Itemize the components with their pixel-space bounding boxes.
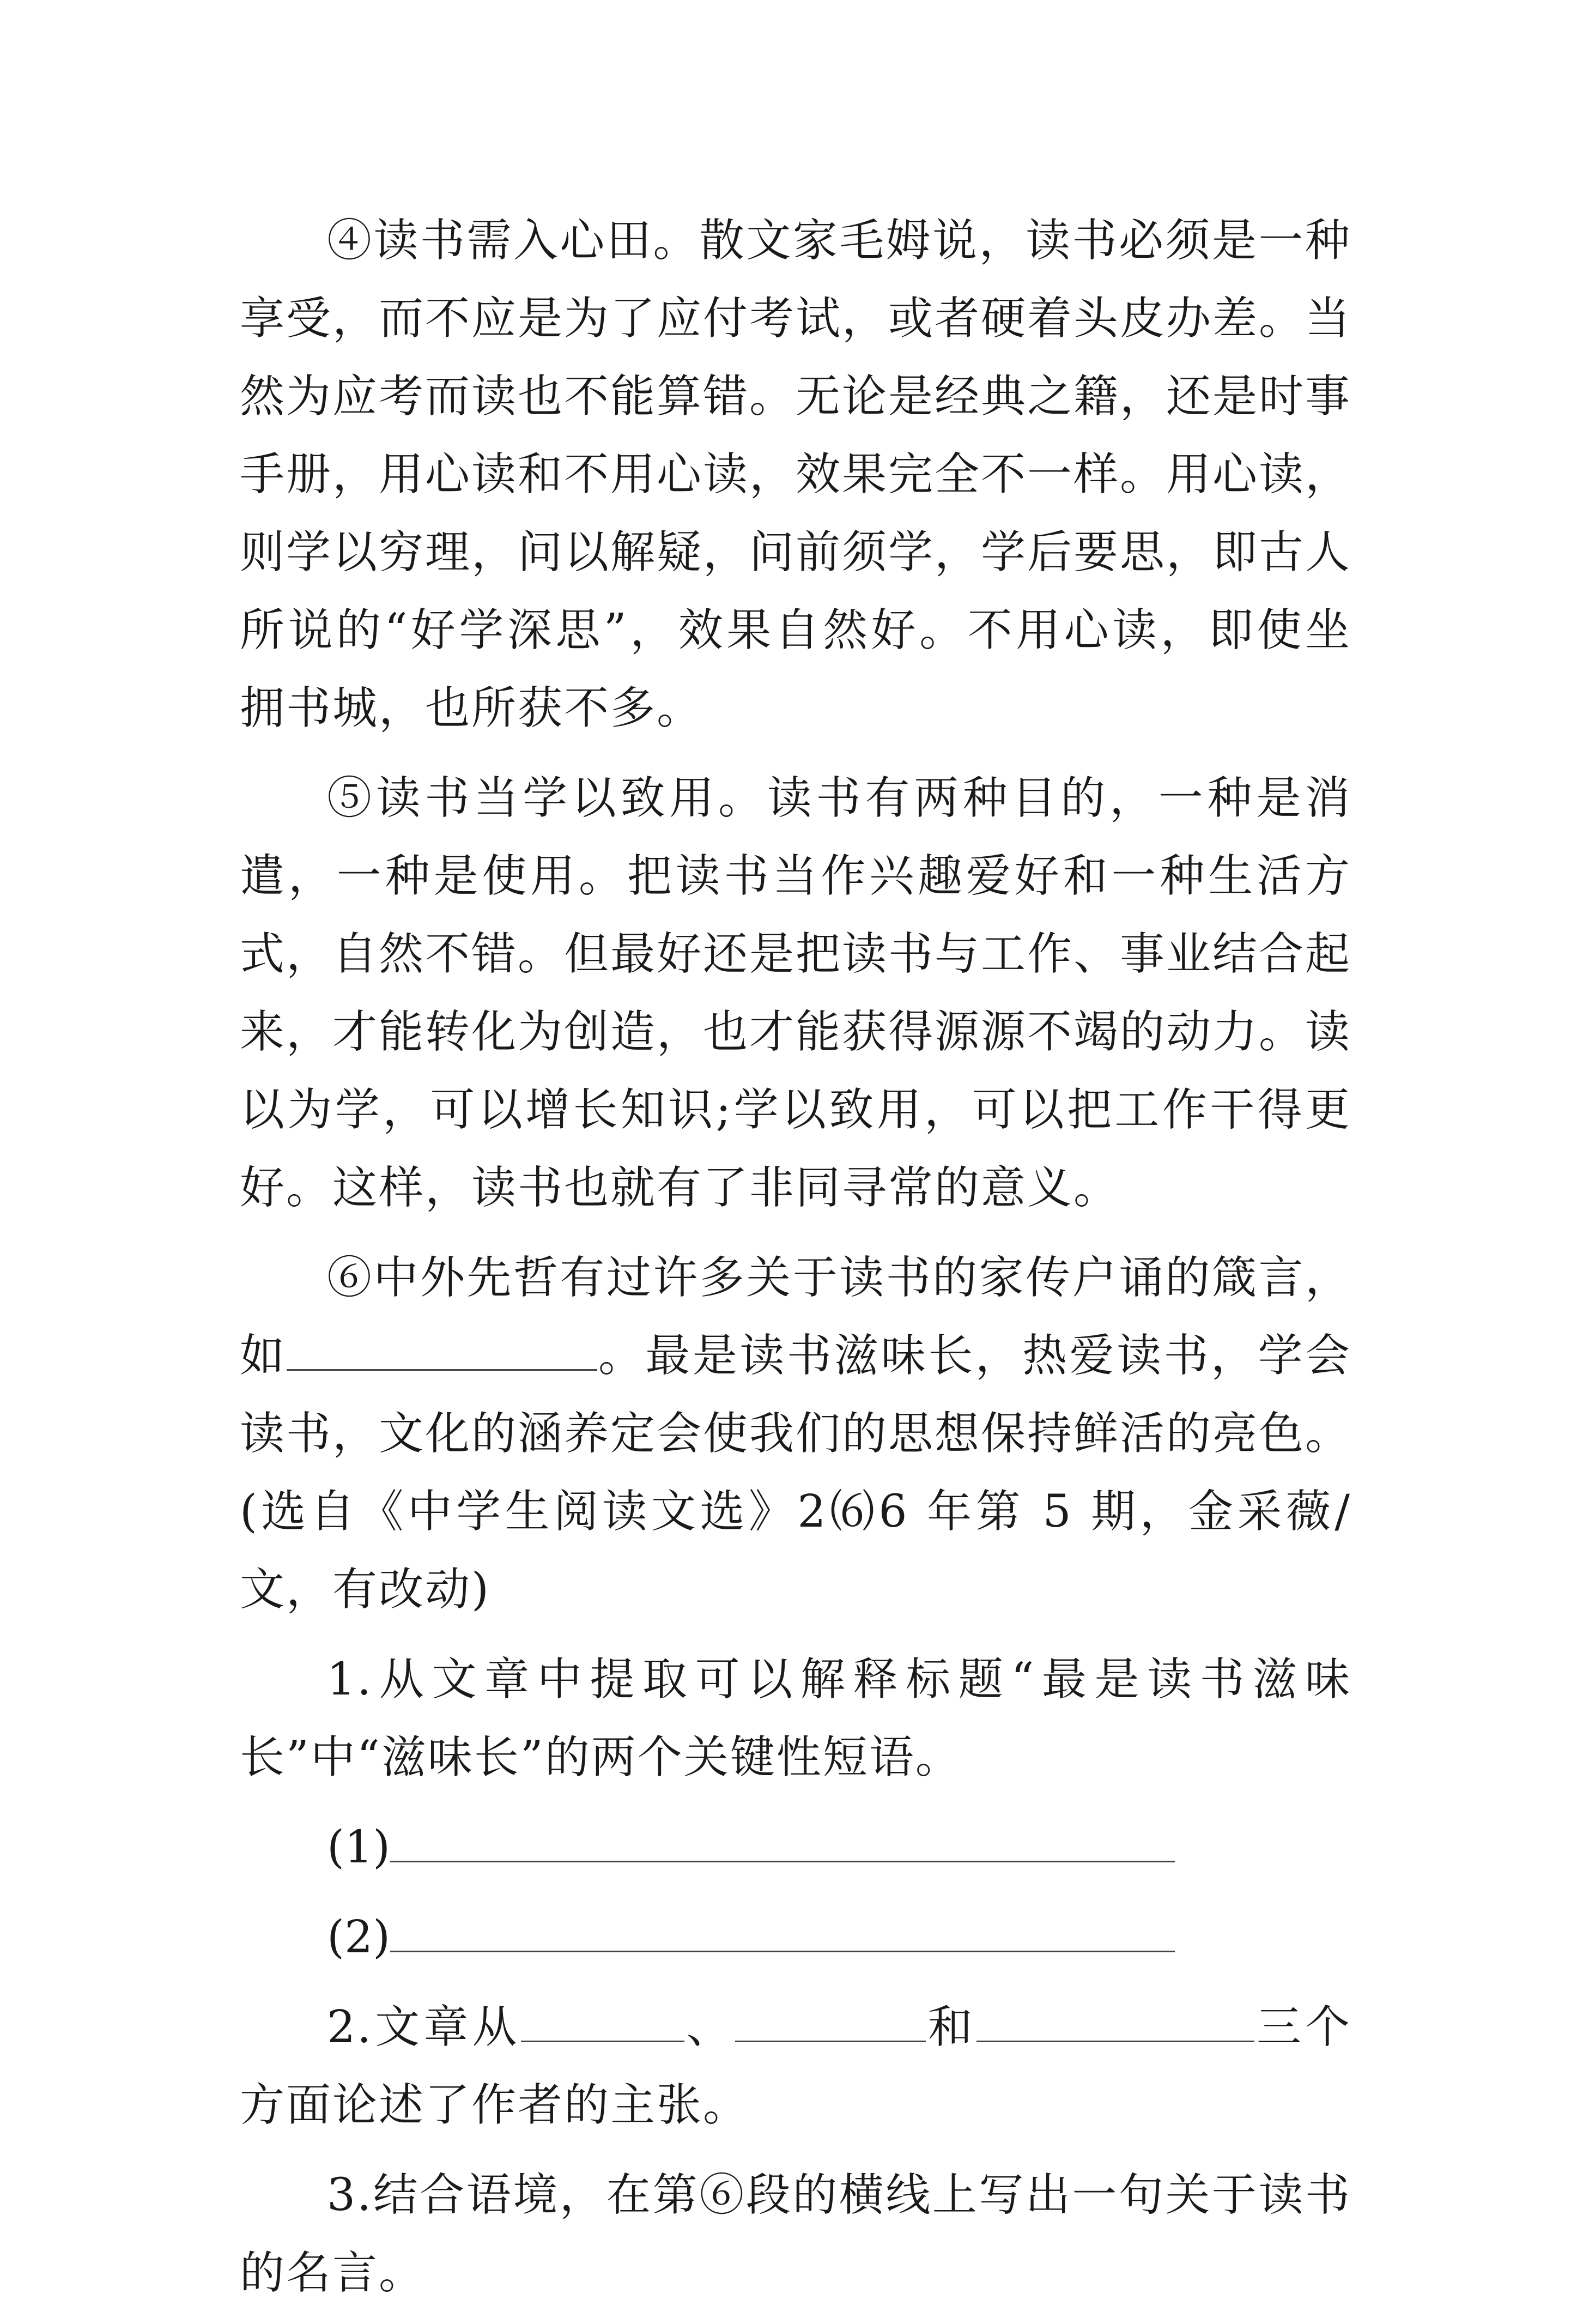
question-2-blank-3[interactable] [976,2002,1254,2042]
question-1-answer-2 [327,1898,1351,1976]
question-1-answer-1 [327,1808,1351,1886]
question-2 [240,1988,1351,2144]
answer-1-label: (1) [327,1821,391,1873]
paragraph-6 [240,1239,1351,1629]
quote-fill-blank[interactable] [287,1331,597,1371]
paragraph-4: ④读书需入心田。散文家毛姆说，读书必须是一种享受，而不应是为了应付考试，或者硬着头皮办差。当然为应考而读也不能算错。无论是经典之籍，还是时事手册，用心读和不用心读，效果完全不一样。用心读，则学以穷理，问以解疑，问前须学，学后要思，即古人所说的“好学深思”，效果自然好。不用心读，即使坐拥书城，也所获不多。 [240,215,1352,734]
document-page [240,202,1351,2324]
answer-2-blank[interactable] [390,1913,1175,1952]
question-3: 3.结合语境，在第⑥段的横线上写出一句关于读书的名言。 [240,2169,1351,2299]
answer-2-label: (2) [327,1911,391,1963]
question-1: 1.从文章中提取可以解释标题“最是读书滋味长”中“滋味长”的两个关键性短语。 [240,1654,1351,1783]
question-2-text-c: 和 [925,2001,976,2053]
question-2-blank-1[interactable] [521,2002,684,2042]
paragraph-6-text-a: ⑥中外先哲有过许多关于读书的家传户诵的箴言，如 [240,1252,1351,1382]
paragraph-5: ⑤读书当学以致用。读书有两种目的，一种是消遣，一种是使用。把读书当作兴趣爱好和一种生活方式，自然不错。但最好还是把读书与工作、事业结合起来，才能转化为创造，也才能获得源源不竭的动力。读以为学，可以增长知识;学以致用，可以把工作干得更好。这样，读书也就有了非同寻常的意义。 [240,772,1352,1214]
question-2-text-d: 三个方面论述了作者的主张。 [240,2001,1351,2131]
question-2-blank-2[interactable] [735,2002,926,2042]
paragraph-6-text-b: 。最是读书滋味长，热爱读书，学会读书，文化的涵养定会使我们的思想保持鲜活的亮色。(选自《中学生阅读文选》2⑹6 年第 5 期，金采薇/文，有改动) [240,1330,1352,1615]
answer-1-blank[interactable] [390,1823,1175,1862]
question-2-text-a: 2.文章从 [327,2001,521,2053]
question-2-text-b: 、 [684,2001,735,2053]
